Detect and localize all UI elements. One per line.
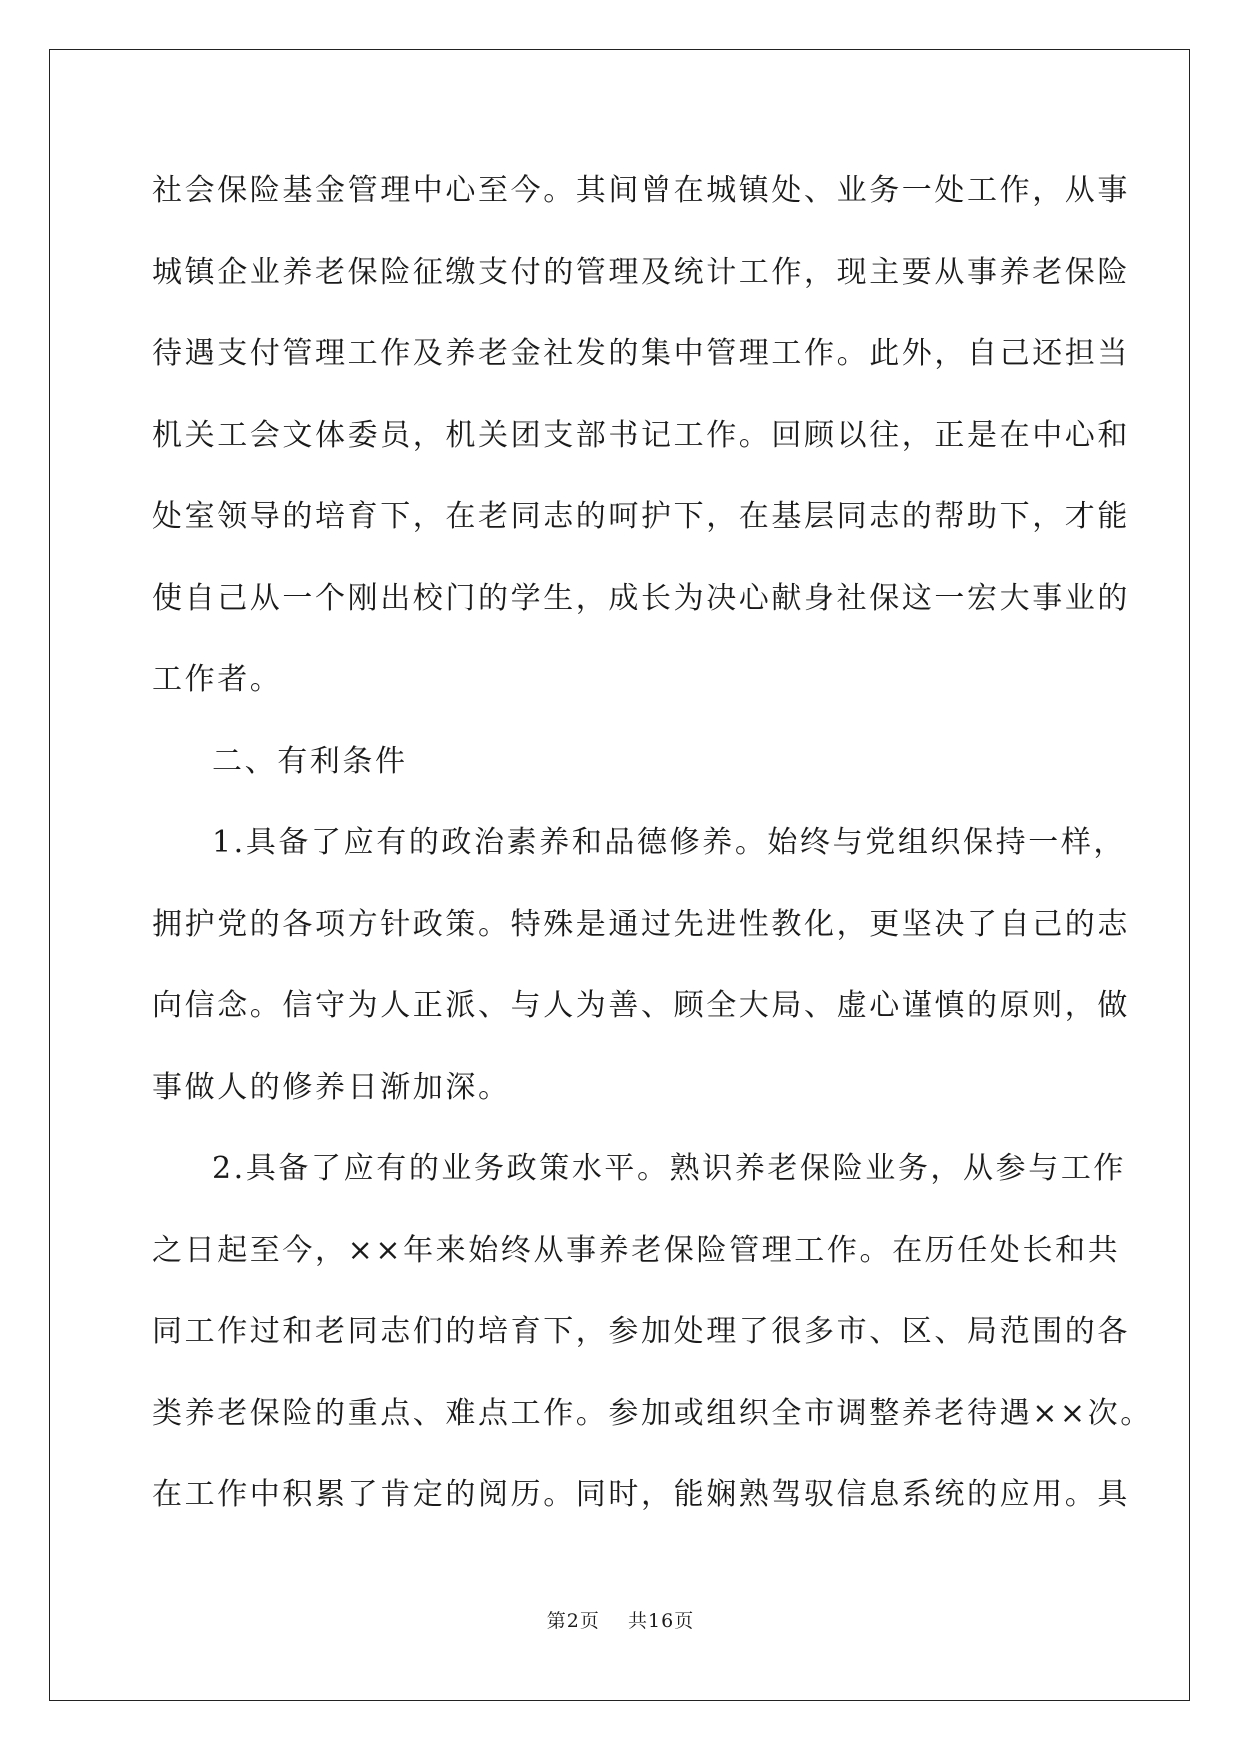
text-line: 待遇支付管理工作及养老金社发的集中管理工作。此外，自己还担当 <box>152 336 1130 371</box>
text-line: 拥护党的各项方针政策。特殊是通过先进性教化，更坚决了自己的志 <box>152 906 1130 942</box>
text-line: 向信念。信守为人正派、与人为善、顾全大局、虚心谨慎的原则，做 <box>152 988 1130 1023</box>
body-text <box>152 150 1153 1536</box>
text-line: 在工作中积累了肯定的阅历。同时，能娴熟驾驭信息系统的应用。具 <box>152 1477 1130 1512</box>
text-line: 机关工会文体委员，机关团支部书记工作。回顾以往，正是在中心和 <box>152 417 1130 453</box>
text-line: 城镇企业养老保险征缴支付的管理及统计工作，现主要从事养老保险 <box>152 254 1130 290</box>
text-line: 1.具备了应有的政治素养和品德修养。始终与党组织保持一样， <box>212 825 1127 860</box>
text-line: 同工作过和老同志们的培育下，参加处理了很多市、区、局范围的各 <box>152 1314 1130 1349</box>
text-line: 2.具备了应有的业务政策水平。熟识养老保险业务，从参与工作 <box>212 1151 1127 1186</box>
page-footer <box>0 1606 1241 1633</box>
text-line: 事做人的修养日渐加深。 <box>152 1069 511 1105</box>
page-number: 第2页 <box>546 1610 600 1632</box>
text-line: 社会保险基金管理中心至今。其间曾在城镇处、业务一处工作，从事 <box>152 173 1130 208</box>
page-total: 共16页 <box>628 1610 695 1632</box>
text-line: 之日起至今，××年来始终从事养老保险管理工作。在历任处长和共 <box>152 1232 1121 1268</box>
text-line: 使自己从一个刚出校门的学生，成长为决心献身社保这一宏大事业的 <box>152 580 1130 616</box>
section-heading: 二、有利条件 <box>212 743 408 779</box>
text-line: 类养老保险的重点、难点工作。参加或组织全市调整养老待遇××次。 <box>152 1395 1153 1431</box>
text-line: 处室领导的培育下，在老同志的呵护下，在基层同志的帮助下，才能 <box>152 499 1130 534</box>
text-line: 工作者。 <box>152 662 283 697</box>
